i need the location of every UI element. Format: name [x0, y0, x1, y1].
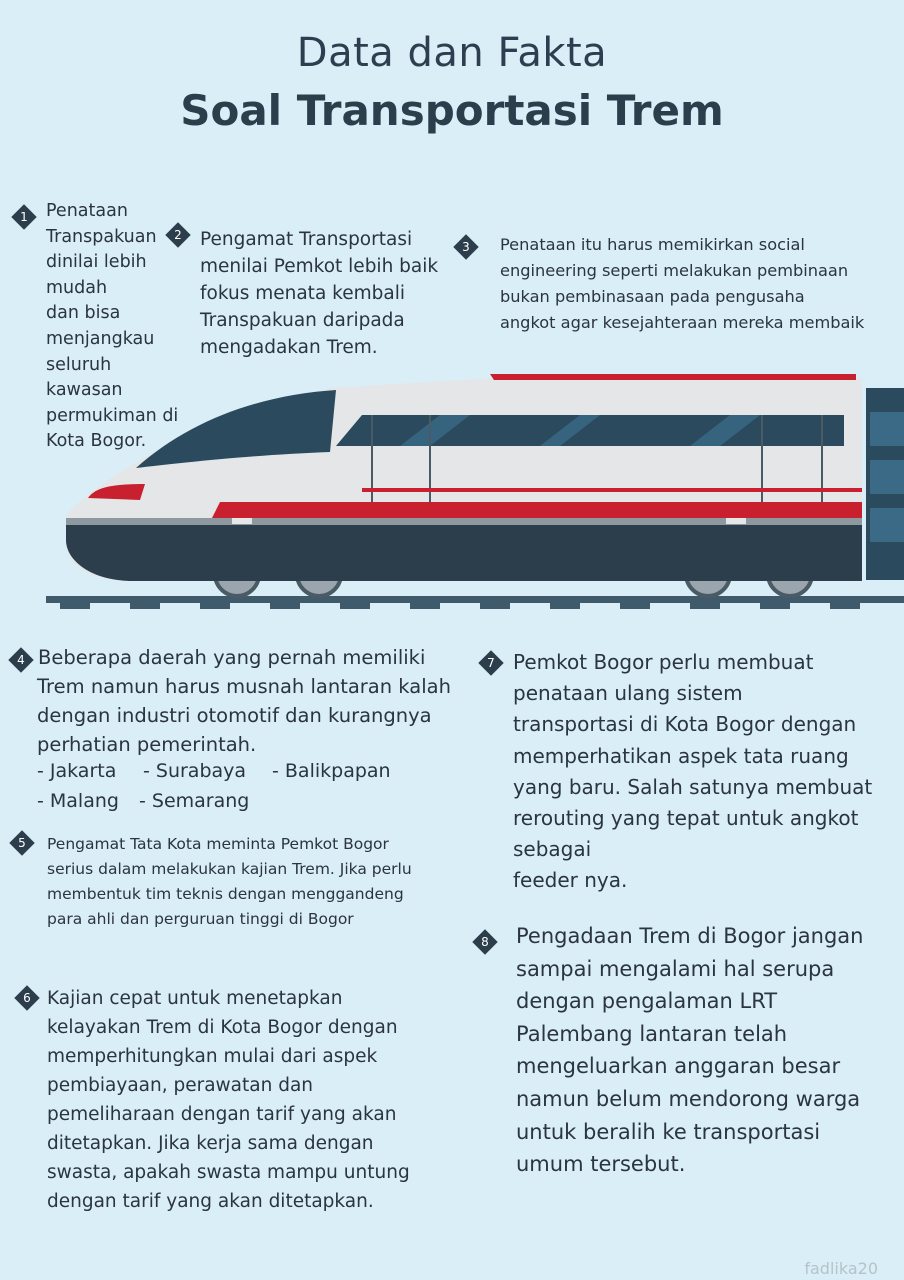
fact-7-text: Pemkot Bogor perlu membuat penataan ulang sistem transportasi di Kota Bogor dengan memperhatikan aspek tata ruang yang baru. Salah satunya membuat rerouting yang tepat untuk angkot sebagai feeder nya.	[513, 650, 873, 893]
rail-sleepers	[60, 603, 860, 609]
train-illustration	[0, 360, 904, 610]
fact-1-text: Penataan Transpakuan dinilai lebih mudah dan bisa menjangkau seluruh kawasan permukiman di Kota Bogor.	[46, 201, 179, 452]
city-malang: - Malang	[37, 790, 119, 812]
city-semarang: - Semarang	[139, 790, 250, 812]
fact-2-text: Pengamat Transportasi menilai Pemkot lebih baik fokus menata kembali Transpakuan daripada mengadakan Trem.	[200, 229, 439, 358]
watermark: fadlika20	[804, 1259, 878, 1278]
number-badge-6: 6	[16, 987, 40, 1011]
number-badge-2: 2	[167, 224, 191, 248]
number-badge-3: 3	[455, 236, 479, 260]
fact-3-text: Penataan itu harus memikirkan social engineering seperti melakukan pembinaan bukan pembinasaan pada pengusaha angkot agar kesejahteraan mereka membaik	[500, 235, 865, 332]
fact-5-text: Pengamat Tata Kota meminta Pemkot Bogor serius dalam melakukan kajian Trem. Jika perlu membentuk tim teknis dengan menggandeng para ahli dan perguruan tinggi di Bogor	[47, 835, 412, 928]
city-balikpapan: - Balikpapan	[272, 760, 391, 782]
number-badge-7: 7	[480, 652, 504, 676]
city-surabaya: - Surabaya	[143, 760, 247, 782]
train-lower-body	[66, 525, 862, 581]
number-badge-4: 4	[10, 649, 34, 673]
rail-track	[46, 596, 904, 603]
number-badge-8: 8	[474, 931, 498, 955]
number-badge-1: 1	[13, 206, 37, 230]
city-jakarta: - Jakarta	[37, 760, 117, 782]
title-line-1: Data dan Fakta	[296, 30, 608, 76]
number-badge-5: 5	[11, 832, 35, 856]
fact-4-text: Beberapa daerah yang pernah memiliki	[38, 646, 426, 669]
title-line-2: Soal Transportasi Trem	[180, 86, 724, 135]
fact-4-text-cont: Trem namun harus musnah lantaran kalah dengan industri otomotif dan kurangnya perhatian pemerintah.	[37, 675, 451, 756]
fact-8-text: Pengadaan Trem di Bogor jangan sampai mengalami hal serupa dengan pengalaman LRT Palembang lantaran telah mengeluarkan anggaran besar namun belum mendorong warga untuk beralih ke transportasi umum tersebut.	[516, 924, 864, 1177]
fact-6-text: Kajian cepat untuk menetapkan kelayakan Trem di Kota Bogor dengan memperhitungkan mulai dari aspek pembiayaan, perawatan dan pemeliharaan dengan tarif yang akan ditetapkan. Jika kerja sama dengan swasta, apakah swasta mampu untung dengan tarif yang akan ditetapkan.	[47, 988, 410, 1212]
